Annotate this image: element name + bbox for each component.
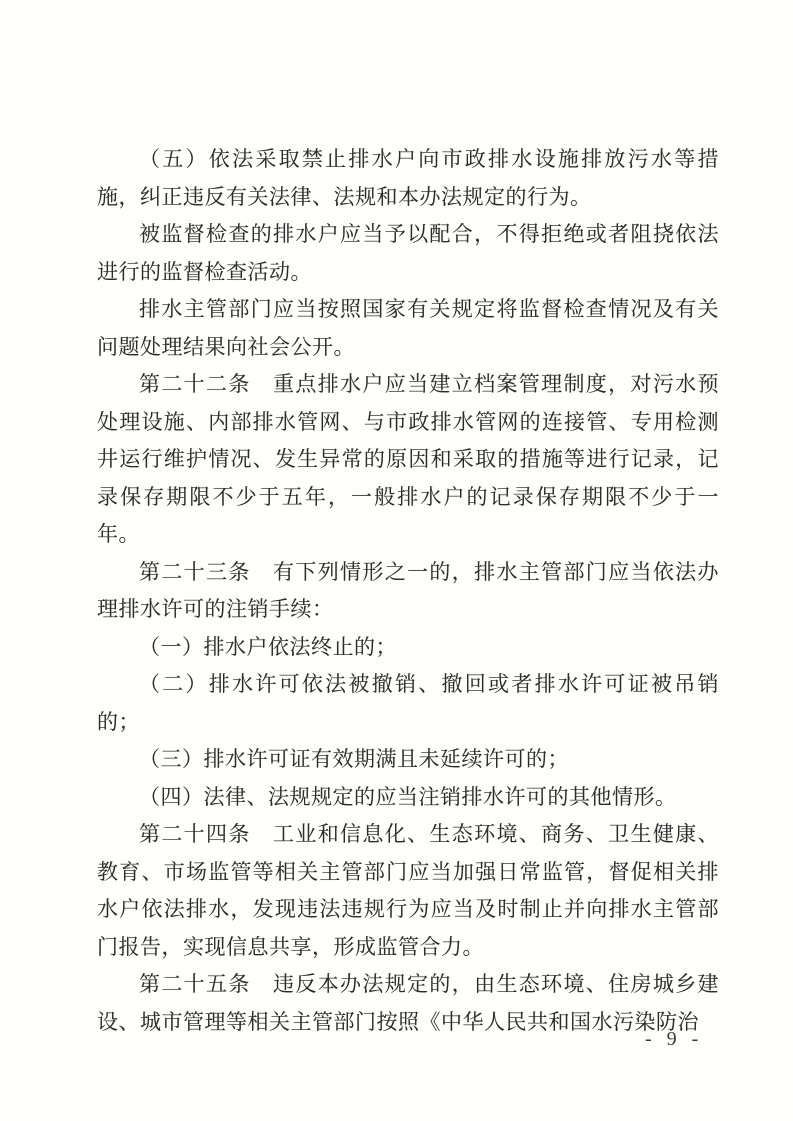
document-paragraph: 排水主管部门应当按照国家有关规定将监督检查情况及有关问题处理结果向社会公开。 xyxy=(97,297,719,359)
document-paragraph: （二）排水许可依法被撤销、撤回或者排水许可证被吊销的； xyxy=(97,672,719,734)
document-paragraph: （五）依法采取禁止排水户向市政排水设施排放污水等措施，纠正违反有关法律、法规和本办法规定的行为。 xyxy=(97,147,719,209)
document-paragraph: 第二十三条 有下列情形之一的，排水主管部门应当依法办理排水许可的注销手续： xyxy=(97,559,719,621)
document-paragraph: （一）排水户依法终止的； xyxy=(139,634,397,659)
document-paragraph: 第二十四条 工业和信息化、生态环境、商务、卫生健康、教育、市场监管等相关主管部门应当加强日常监管，督促相关排水户依法排水，发现违法违规行为应当及时制止并向排水主管部门报告，实现信息共享，形成监管合力。 xyxy=(97,822,719,959)
document-paragraph: （三）排水许可证有效期满且未延续许可的； xyxy=(139,747,569,771)
document-body xyxy=(97,141,719,1041)
document-paragraph: （四）法律、法规规定的应当注销排水许可的其他情形。 xyxy=(139,784,677,809)
page-number: - 9 - xyxy=(645,1028,704,1050)
document-paragraph: 第二十五条 违反本办法规定的，由生态环境、住房城乡建设、城市管理等相关主管部门按照《中华人民共和国水污染防治 xyxy=(97,972,719,1034)
document-paragraph: 被监督检查的排水户应当予以配合，不得拒绝或者阻挠依法进行的监督检查活动。 xyxy=(97,222,719,284)
document-paragraph: 第二十二条 重点排水户应当建立档案管理制度，对污水预处理设施、内部排水管网、与市政排水管网的连接管、专用检测井运行维护情况、发生异常的原因和采取的措施等进行记录，记录保存期限不少于五年，一般排水户的记录保存期限不少于一年。 xyxy=(97,372,719,546)
